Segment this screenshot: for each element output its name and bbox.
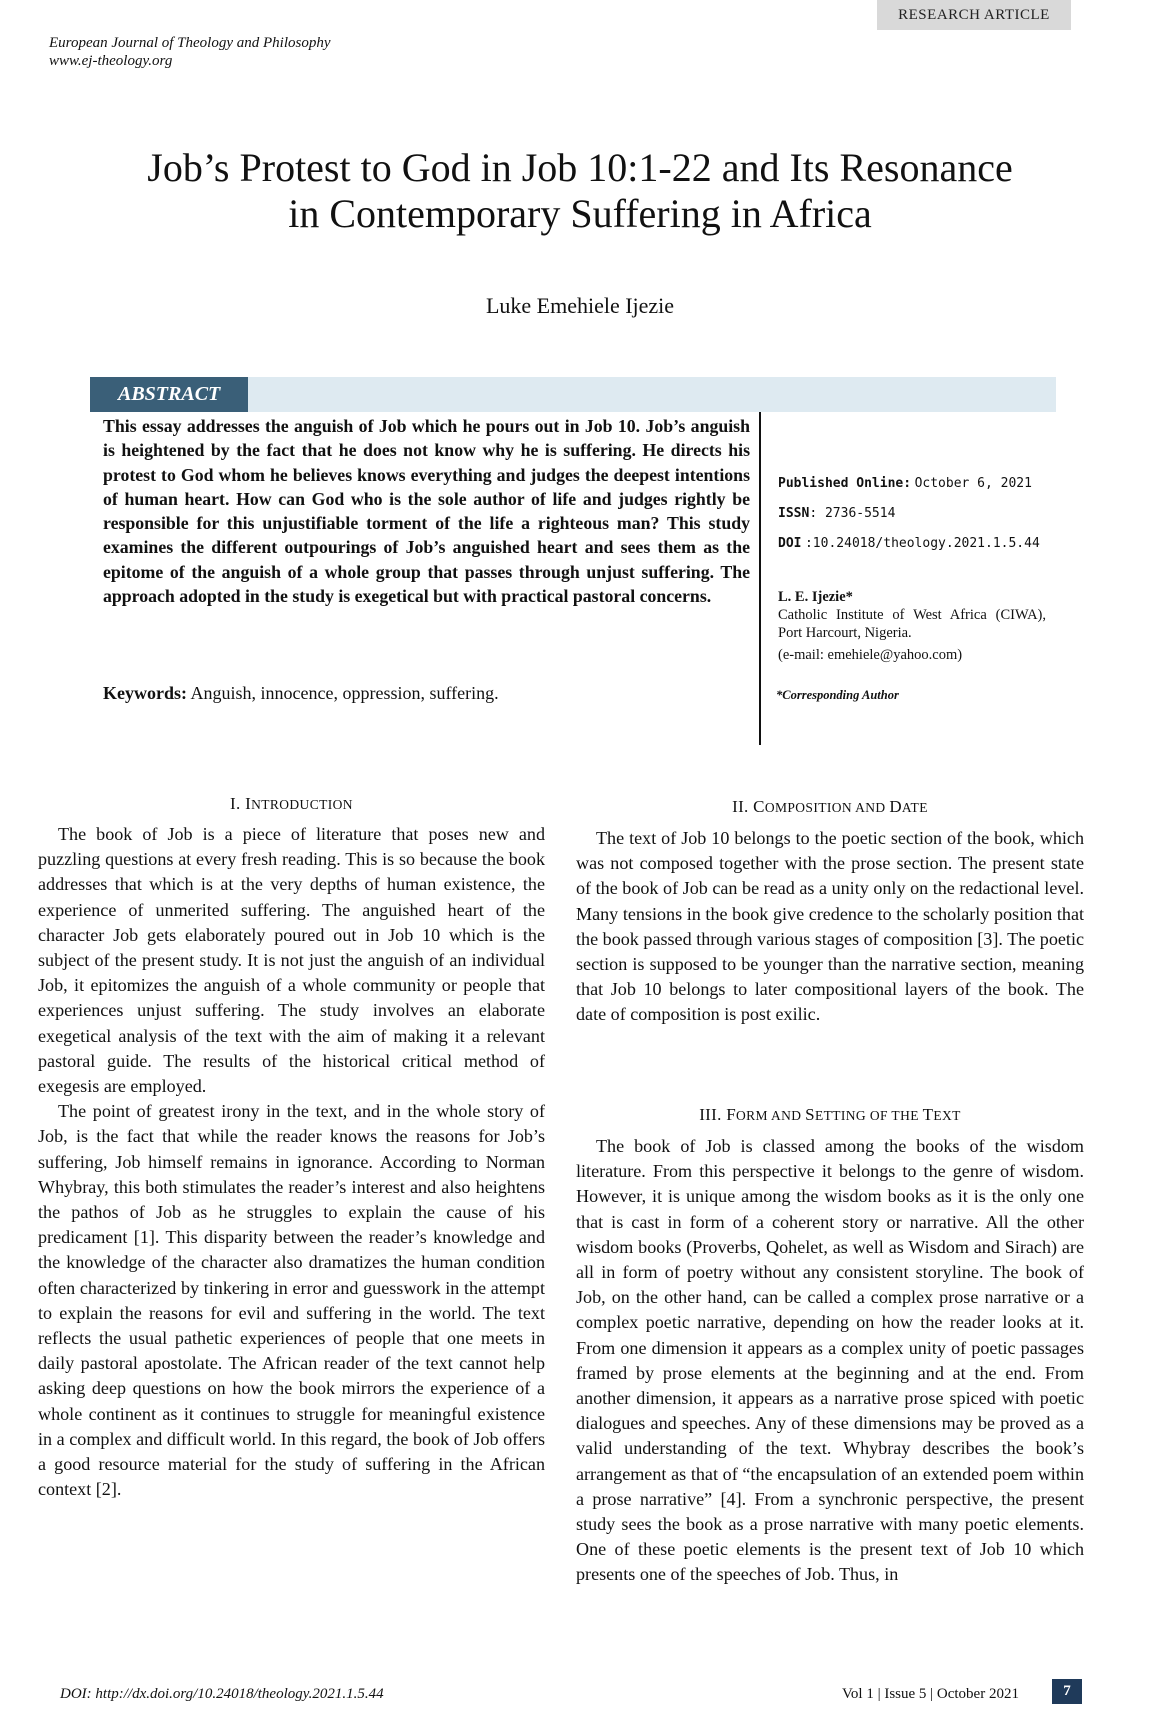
author-name: Luke Emehiele Ijezie xyxy=(485,293,675,318)
published-label: Published Online: xyxy=(778,476,912,491)
doi-value: :10.24018/theology.2021.1.5.44 xyxy=(804,536,1040,551)
issn-label: ISSN xyxy=(778,506,810,521)
abstract-text: This essay addresses the anguish of Job which he pours out in Job 10. Job’s anguish is heightened by the fact that he does not know why he is suffering. He directs his protest to God whom he believes knows everything and judges the deepest intentions of human heart. How can God who is the sole author of life and judges rightly be responsible for this unjustifiable torment of the life a righteous man? This study examines the different outpourings of Job’s anguished heart and sees them as the epitome of the anguish of a whole group that passes through unjust suffering. The approach adopted in the study is exegetical but with practical pastoral concerns. xyxy=(103,416,750,607)
paragraph: The book of Job is a piece of literature that poses new and puzzling questions at every fresh reading. This is so because the book addresses that which is at the very depths of human existence, the experience of unmerited suffering. The anguished heart of the character Job gets elaborately poured out in Job 10 which is the subject of the present study. It is not just the anguish of an individual Job, it epitomizes the anguish of a whole community or people that experiences unjust suffering. The study involves an elaborate exegetical analysis of the text with the aim of making it a relevant pastoral guide. The results of the historical critical method of exegesis are employed. xyxy=(38,824,545,1097)
keywords-label: Keywords: xyxy=(103,683,187,703)
title-line-1: Job’s Protest to God in Job 10:1-22 and Its Resonance xyxy=(147,145,1013,190)
section-title-initial: F xyxy=(726,1105,736,1124)
introduction-body xyxy=(38,822,545,1502)
keywords-list: Anguish, innocence, oppression, suffering. xyxy=(190,683,499,703)
issn-value: : 2736-5514 xyxy=(809,506,896,521)
section-title-initial: C xyxy=(753,797,765,816)
section-number: III. xyxy=(699,1105,722,1124)
section-title-part: ETTING OF THE xyxy=(814,1108,923,1123)
section-title-initial: S xyxy=(805,1105,815,1124)
doi-label: DOI xyxy=(778,536,802,551)
title-line-2: in Contemporary Suffering in Africa xyxy=(288,191,872,236)
author-email: (e-mail: emehiele@yahoo.com) xyxy=(778,647,963,663)
section-title-part: OMPOSITION AND xyxy=(764,800,890,815)
section-number: II. xyxy=(732,797,749,816)
form-body xyxy=(576,1134,1084,1588)
composition-body xyxy=(576,826,1084,1028)
abstract-label: ABSTRACT xyxy=(90,377,248,412)
section-title-initial: D xyxy=(889,797,902,816)
issn xyxy=(778,506,895,522)
section-title-initial: I xyxy=(245,794,252,813)
footer-volume-issue: Vol 1 | Issue 5 | October 2021 xyxy=(842,1686,1019,1702)
journal-name: European Journal of Theology and Philosophy xyxy=(49,35,331,51)
article-title xyxy=(60,145,1100,237)
article-type-tag: RESEARCH ARTICLE xyxy=(877,0,1071,30)
corresponding-author-note: *Corresponding Author xyxy=(776,688,899,702)
section-title-part: ORM AND xyxy=(735,1108,806,1123)
paragraph: The text of Job 10 belongs to the poetic section of the book, which was not composed together with the prose section. The present state of the book of Job can be read as a unity only on the redactional level. Many tensions in the book give credence to the scholarly position that the book passed through various stages of composition [3]. The poetic section is supposed to be younger than the narrative section, meaning that Job 10 belongs to later compositional layers of the book. The date of composition is post exilic. xyxy=(576,828,1084,1025)
author-affiliation xyxy=(778,588,1046,664)
footer-doi[interactable]: DOI: http://dx.doi.org/10.24018/theology.2021.1.5.44 xyxy=(60,1686,384,1702)
journal-website: www.ej-theology.org xyxy=(49,53,173,69)
doi xyxy=(778,536,1040,552)
published-online xyxy=(778,476,1032,492)
journal-info xyxy=(49,34,331,70)
affiliation-institution: Catholic Institute of West Africa (CIWA), Port Harcourt, Nigeria. xyxy=(778,607,1046,641)
affiliation-author: L. E. Ijezie* xyxy=(778,589,853,605)
section-title-rest: NTRODUCTION xyxy=(251,797,353,812)
section-title-initial: T xyxy=(922,1105,934,1124)
published-date: October 6, 2021 xyxy=(914,476,1032,491)
section-title-rest: ATE xyxy=(901,800,928,815)
keywords xyxy=(103,683,499,704)
paragraph: The point of greatest irony in the text, and in the whole story of Job, is the fact that while the reader knows the reasons for Job’s suffering, Job himself remains in ignorance. According to Norman Whybray, this both stimulates the reader’s interest and also heightens the pathos of Job as he struggles to explain the cause of his predicament [1]. This disparity between the reader’s knowledge and the knowledge of the character also dramatizes the human condition often characterized by tinkering in error and guesswork in the attempt to explain the reasons for evil and suffering in the world. The text reflects the usual pathetic experiences of people that one meets in daily pastoral apostolate. The African reader of the text cannot help asking deep questions on how the book mirrors the experience of a whole continent as it continues to struggle for meaningful existence in a complex and difficult world. In this regard, the book of Job offers a good resource material for the study of suffering in the African context [2]. xyxy=(38,1101,545,1500)
page-number: 7 xyxy=(1052,1679,1082,1704)
paragraph: The book of Job is classed among the books of the wisdom literature. From this perspective it belongs to the genre of wisdom. However, it is unique among the wisdom books as it is the only one that is cast in form of a coherent story or narrative. All the other wisdom books (Proverbs, Qohelet, as well as Wisdom and Sirach) are all in form of poetry without any consistent storyline. The book of Job, on the other hand, can be called a complex prose narrative or a complex poetic narrative, depending on how the reader looks at it. From one dimension it appears as a complex unity of poetic passages framed by prose elements at the beginning and at the end. From another dimension, it appears as a narrative prose spiced with poetic dialogues and speeches. Any of these dimensions may be proved as a valid understanding of the text. Whybray describes the book’s arrangement as that of “the encapsulation of an extended poem within a prose narrative” [4]. From a synchronic perspective, the present study sees the book as a prose narrative with many poetic elements. One of these poetic elements is the present text of Job 10 which presents one of the speeches of Job. Thus, in xyxy=(576,1136,1084,1585)
section-heading-form xyxy=(576,1105,1084,1125)
section-number: I. xyxy=(230,794,241,813)
section-title-rest: EXT xyxy=(933,1108,961,1123)
section-heading-composition xyxy=(576,797,1084,817)
abstract-divider xyxy=(759,412,761,745)
section-heading-introduction xyxy=(38,794,545,814)
